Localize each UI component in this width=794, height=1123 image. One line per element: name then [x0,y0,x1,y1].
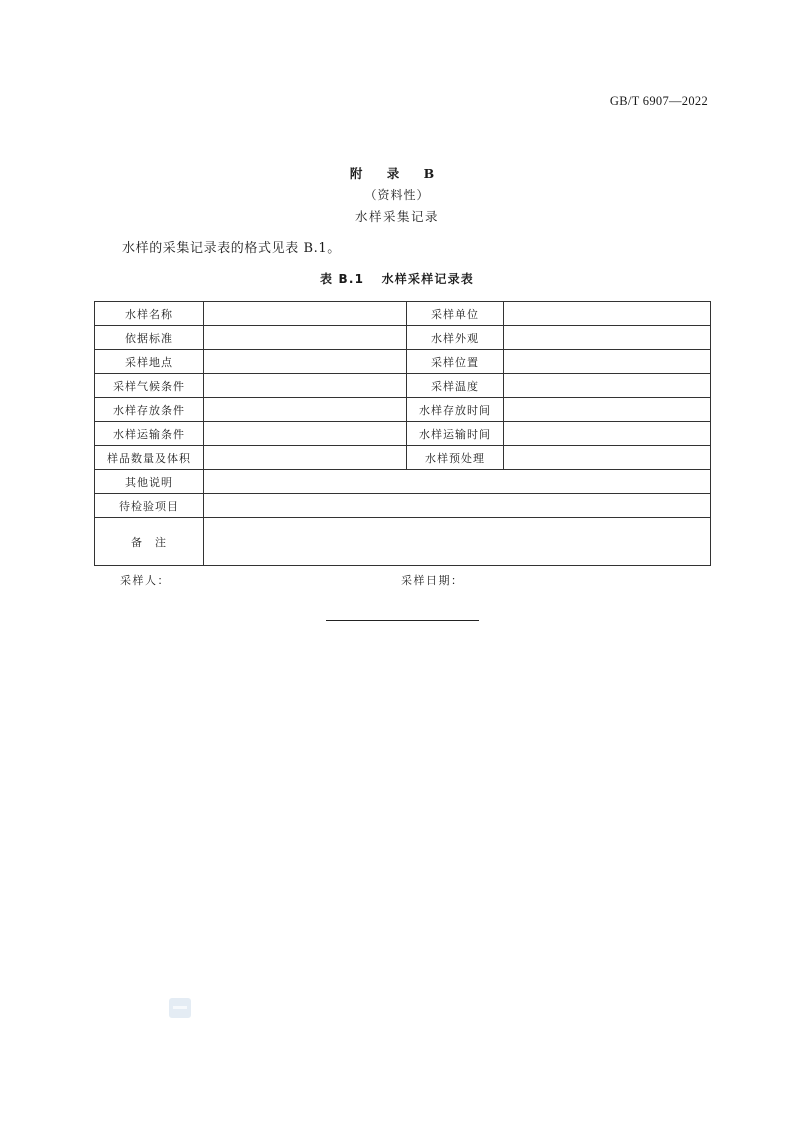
table-caption [0,270,794,287]
row-value [504,326,711,350]
row-value [504,374,711,398]
row-label: 水样运输条件 [95,422,204,446]
row-value [504,422,711,446]
row-label: 采样地点 [95,350,204,374]
row-label: 采样单位 [407,302,504,326]
row-label: 采样温度 [407,374,504,398]
row-value [204,518,711,566]
row-value [204,350,407,374]
row-value [504,446,711,470]
row-label: 样品数量及体积 [95,446,204,470]
row-label: 水样预处理 [407,446,504,470]
row-value [204,398,407,422]
row-value [504,350,711,374]
row-label: 采样位置 [407,350,504,374]
row-label: 备 注 [95,518,204,566]
table-row [95,398,711,422]
end-of-annex-rule [326,620,479,621]
table-row [95,374,711,398]
table-row [95,326,711,350]
table-caption-number: 表 B.1 [319,272,365,286]
row-value [504,398,711,422]
table-row [95,446,711,470]
row-label: 水样名称 [95,302,204,326]
row-value [204,326,407,350]
table-row [95,518,711,566]
row-value [204,422,407,446]
annex-nature: （资料性） [364,188,430,202]
collector-label: 采样人： [120,574,170,587]
row-value [204,302,407,326]
table-row [95,470,711,494]
standard-code: GB/T 6907—2022 [609,94,708,108]
row-label: 待检验项目 [95,494,204,518]
row-label: 依据标准 [95,326,204,350]
row-label: 水样运输时间 [407,422,504,446]
row-value [204,374,407,398]
sampling-date-label: 采样日期： [401,574,464,587]
row-label: 采样气候条件 [95,374,204,398]
annex-title: 附 录 B [349,166,445,181]
row-label: 水样外观 [407,326,504,350]
row-label: 其他说明 [95,470,204,494]
row-value [204,470,711,494]
row-label: 水样存放条件 [95,398,204,422]
sampling-record-table [94,301,711,566]
publisher-logo-icon [169,998,191,1018]
table-row [95,302,711,326]
table-row [95,494,711,518]
row-value [204,446,407,470]
table-row [95,350,711,374]
annex-name: 水样采集记录 [354,209,439,224]
row-value [504,302,711,326]
table-caption-title: 水样采样记录表 [381,272,475,286]
row-label: 水样存放时间 [407,398,504,422]
row-value [204,494,711,518]
table-row [95,422,711,446]
intro-paragraph: 水样的采集记录表的格式见表 B.1。 [122,241,341,256]
